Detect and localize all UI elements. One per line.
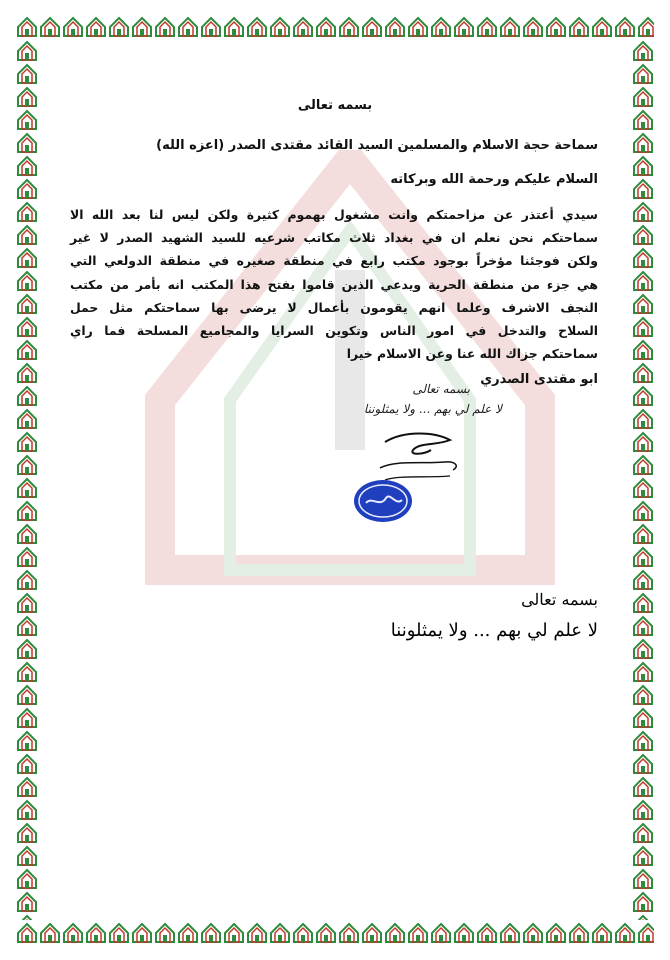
border-tile-icon bbox=[632, 362, 654, 384]
border-tile-icon bbox=[361, 922, 383, 944]
border-tile-icon bbox=[632, 178, 654, 200]
border-tile-icon bbox=[568, 16, 590, 38]
border-tile-icon bbox=[632, 753, 654, 775]
border-tile-icon bbox=[16, 247, 38, 269]
border-tile-icon bbox=[269, 922, 291, 944]
border-tile-icon bbox=[499, 16, 521, 38]
border-bottom bbox=[16, 922, 654, 944]
border-tile-icon bbox=[16, 385, 38, 407]
border-right bbox=[632, 40, 654, 920]
official-stamp bbox=[352, 478, 414, 524]
border-tile-icon bbox=[632, 523, 654, 545]
border-tile-icon bbox=[292, 16, 314, 38]
border-tile-icon bbox=[39, 16, 61, 38]
border-tile-icon bbox=[108, 16, 130, 38]
border-tile-icon bbox=[16, 523, 38, 545]
border-tile-icon bbox=[16, 339, 38, 361]
border-tile-icon bbox=[269, 16, 291, 38]
border-tile-icon bbox=[453, 16, 475, 38]
border-tile-icon bbox=[476, 16, 498, 38]
border-tile-icon bbox=[632, 339, 654, 361]
handwritten-basmala: بسمه تعالى bbox=[412, 382, 470, 396]
border-tile-icon bbox=[632, 224, 654, 246]
border-tile-icon bbox=[632, 385, 654, 407]
border-tile-icon bbox=[632, 40, 654, 62]
border-left bbox=[16, 40, 38, 920]
border-tile-icon bbox=[62, 922, 84, 944]
border-tile-icon bbox=[16, 132, 38, 154]
border-tile-icon bbox=[407, 922, 429, 944]
border-tile-icon bbox=[85, 16, 107, 38]
border-tile-icon bbox=[16, 178, 38, 200]
border-tile-icon bbox=[16, 845, 38, 867]
letter-basmala: بسمه تعالى bbox=[297, 98, 373, 113]
body-line: سماحتكم جزاك الله عنا وعن الاسلام خيرا bbox=[346, 346, 598, 362]
border-tile-icon bbox=[315, 922, 337, 944]
border-tile-icon bbox=[246, 16, 268, 38]
border-tile-icon bbox=[632, 477, 654, 499]
border-tile-icon bbox=[62, 16, 84, 38]
body-line: النجف الاشرف وعلما انهم يقومون بأعمال لا يرضى بها سماحتكم مثل حمل bbox=[70, 299, 598, 315]
border-tile-icon bbox=[154, 16, 176, 38]
border-tile-icon bbox=[246, 922, 268, 944]
border-tile-icon bbox=[632, 891, 654, 913]
letter-greeting: السلام عليكم ورحمة الله وبركاته bbox=[390, 172, 598, 187]
border-tile-icon bbox=[154, 922, 176, 944]
border-tile-icon bbox=[430, 922, 452, 944]
border-tile-icon bbox=[16, 431, 38, 453]
border-tile-icon bbox=[16, 822, 38, 844]
border-tile-icon bbox=[384, 922, 406, 944]
border-tile-icon bbox=[39, 922, 61, 944]
transcription-line-2: لا علم لي بهم ... ولا يمثلوننا bbox=[390, 620, 598, 641]
body-line: سماحتكم نحن نعلم ان في بغداد ثلاث مكاتب شرعيه للسيد الشهيد الصدر لا غير bbox=[70, 230, 598, 246]
border-tile-icon bbox=[16, 293, 38, 315]
border-tile-icon bbox=[361, 16, 383, 38]
border-tile-icon bbox=[632, 822, 654, 844]
border-tile-icon bbox=[16, 454, 38, 476]
border-tile-icon bbox=[223, 922, 245, 944]
border-tile-icon bbox=[16, 638, 38, 660]
border-tile-icon bbox=[522, 16, 544, 38]
body-line: هي جزء من منطقة الحرية ويدعي الذين قاموا بفتح هذا المكتب انه بأمر من مكتب bbox=[70, 276, 598, 292]
border-tile-icon bbox=[591, 922, 613, 944]
border-tile-icon bbox=[16, 16, 38, 38]
border-tile-icon bbox=[16, 201, 38, 223]
border-tile-icon bbox=[632, 316, 654, 338]
border-tile-icon bbox=[632, 132, 654, 154]
border-tile-icon bbox=[200, 16, 222, 38]
border-tile-icon bbox=[632, 661, 654, 683]
border-tile-icon bbox=[292, 922, 314, 944]
border-tile-icon bbox=[632, 684, 654, 706]
border-tile-icon bbox=[632, 201, 654, 223]
border-tile-icon bbox=[632, 707, 654, 729]
border-tile-icon bbox=[16, 891, 38, 913]
border-tile-icon bbox=[632, 431, 654, 453]
border-tile-icon bbox=[177, 922, 199, 944]
border-top bbox=[16, 16, 654, 38]
border-tile-icon bbox=[632, 638, 654, 660]
border-tile-icon bbox=[315, 16, 337, 38]
border-tile-icon bbox=[16, 707, 38, 729]
border-tile-icon bbox=[637, 16, 654, 38]
border-tile-icon bbox=[223, 16, 245, 38]
border-tile-icon bbox=[131, 16, 153, 38]
border-tile-icon bbox=[632, 546, 654, 568]
border-tile-icon bbox=[16, 546, 38, 568]
letter-sender: ابو مقتدى الصدري bbox=[480, 372, 598, 387]
border-tile-icon bbox=[16, 362, 38, 384]
transcription-line-1: بسمه تعالى bbox=[521, 590, 598, 609]
border-tile-icon bbox=[16, 500, 38, 522]
border-tile-icon bbox=[632, 845, 654, 867]
border-tile-icon bbox=[16, 914, 38, 920]
border-tile-icon bbox=[632, 730, 654, 752]
border-tile-icon bbox=[632, 408, 654, 430]
border-tile-icon bbox=[85, 922, 107, 944]
border-tile-icon bbox=[632, 799, 654, 821]
border-tile-icon bbox=[632, 569, 654, 591]
border-tile-icon bbox=[16, 776, 38, 798]
border-tile-icon bbox=[16, 730, 38, 752]
border-tile-icon bbox=[338, 16, 360, 38]
body-line: السلاح والتدخل في امور الناس وتكوين السرايا والمجاميع المسلحة فما راي bbox=[70, 323, 598, 339]
border-tile-icon bbox=[16, 40, 38, 62]
border-tile-icon bbox=[16, 270, 38, 292]
border-tile-icon bbox=[476, 922, 498, 944]
border-tile-icon bbox=[108, 922, 130, 944]
border-tile-icon bbox=[16, 477, 38, 499]
border-tile-icon bbox=[591, 16, 613, 38]
border-tile-icon bbox=[16, 661, 38, 683]
border-tile-icon bbox=[568, 922, 590, 944]
border-tile-icon bbox=[632, 293, 654, 315]
border-tile-icon bbox=[614, 922, 636, 944]
border-tile-icon bbox=[16, 799, 38, 821]
border-tile-icon bbox=[632, 247, 654, 269]
border-tile-icon bbox=[200, 922, 222, 944]
letter-body bbox=[70, 203, 598, 365]
border-tile-icon bbox=[16, 922, 38, 944]
border-tile-icon bbox=[632, 868, 654, 890]
border-tile-icon bbox=[545, 922, 567, 944]
border-tile-icon bbox=[16, 408, 38, 430]
border-tile-icon bbox=[522, 922, 544, 944]
border-tile-icon bbox=[632, 270, 654, 292]
border-tile-icon bbox=[16, 569, 38, 591]
border-tile-icon bbox=[453, 922, 475, 944]
border-tile-icon bbox=[16, 224, 38, 246]
border-tile-icon bbox=[632, 592, 654, 614]
border-tile-icon bbox=[16, 684, 38, 706]
letter-addressee: سماحة حجة الاسلام والمسلمين السيد القائد مقتدى الصدر (اعزه الله) bbox=[156, 138, 598, 153]
border-tile-icon bbox=[16, 316, 38, 338]
border-tile-icon bbox=[632, 454, 654, 476]
body-line: سيدي أعتذر عن مزاحمتكم وانت مشغول بهموم كثيرة ولكن ليس لنا بعد الله الا bbox=[70, 207, 598, 222]
border-tile-icon bbox=[632, 155, 654, 177]
border-tile-icon bbox=[632, 63, 654, 85]
border-tile-icon bbox=[499, 922, 521, 944]
border-tile-icon bbox=[632, 500, 654, 522]
border-tile-icon bbox=[545, 16, 567, 38]
border-tile-icon bbox=[614, 16, 636, 38]
border-tile-icon bbox=[16, 615, 38, 637]
border-tile-icon bbox=[632, 914, 654, 920]
border-tile-icon bbox=[407, 16, 429, 38]
border-tile-icon bbox=[338, 922, 360, 944]
border-tile-icon bbox=[632, 615, 654, 637]
body-line: ولكن فوجئنا مؤخراً بوجود مكتب رابع في منطقة صغيره في منطقة الدولعي التي bbox=[70, 253, 598, 269]
border-tile-icon bbox=[16, 868, 38, 890]
handwritten-reply: لا علم لي بهم ... ولا يمثلوننا bbox=[363, 402, 502, 416]
border-tile-icon bbox=[16, 155, 38, 177]
border-tile-icon bbox=[16, 753, 38, 775]
border-tile-icon bbox=[637, 922, 654, 944]
border-tile-icon bbox=[16, 63, 38, 85]
border-tile-icon bbox=[430, 16, 452, 38]
border-tile-icon bbox=[177, 16, 199, 38]
border-tile-icon bbox=[16, 592, 38, 614]
border-tile-icon bbox=[384, 16, 406, 38]
border-tile-icon bbox=[131, 922, 153, 944]
border-tile-icon bbox=[632, 776, 654, 798]
